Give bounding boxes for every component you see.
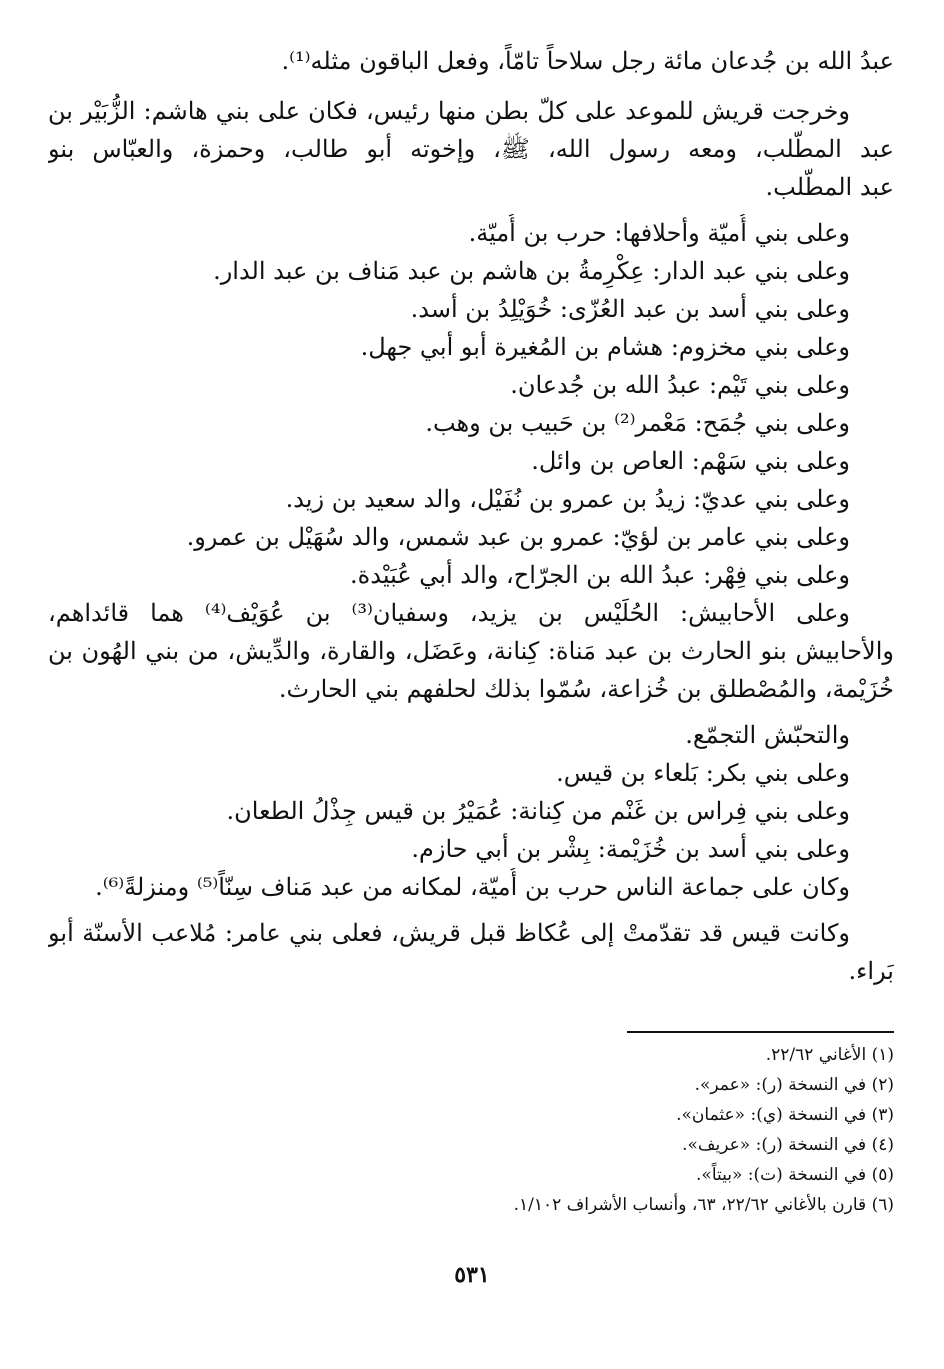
paragraph-ahabish	[48, 594, 894, 708]
opening-line: عبدُ الله بن جُدعان مائة رجل سلاحاً تامّاً، وفعل الباقون مثله⁽¹⁾.	[281, 47, 894, 75]
paragraph-line: والأحابيش بنو الحارث بن عبد مَناة: كِنانة، وعَضَل، والقارة، والدِّيش، من بني الهُون بن	[48, 637, 894, 665]
paragraph-line: بَراء.	[848, 957, 894, 985]
list-item: وعلى بني عامر بن لؤيّ: عمرو بن عبد شمس، والد سُهَيْل بن عمرو.	[186, 523, 850, 551]
list-item: وعلى بني عديّ: زيدُ بن عمرو بن نُفَيْل، والد سعيد بن زيد.	[285, 485, 850, 513]
list-item: وعلى بني تَيْم: عبدُ الله بن جُدعان.	[510, 371, 850, 399]
list-item: وعلى بني عبد الدار: عِكْرِمةُ بن هاشم بن عبد مَناف بن عبد الدار.	[213, 257, 850, 285]
paragraph-leaders-hashim	[48, 92, 894, 206]
footnote: (١) الأغاني ٢٢/٦٢.	[765, 1045, 894, 1065]
paragraph-line: وخرجت قريش للموعد على كلّ بطن منها رئيس، فكان على بني هاشم: الزُّبَيْر بن	[48, 97, 850, 125]
footnote: (٢) في النسخة (ر): «عمر».	[694, 1075, 894, 1095]
list-item: وعلى بني أسد بن خُزَيْمة: بِشْر بن أبي حازم.	[411, 835, 850, 863]
footnote: (٤) في النسخة (ر): «عريف».	[682, 1135, 894, 1155]
list-item: وعلى بني أسد بن عبد العُزّى: خُوَيْلِدُ بن أسد.	[410, 295, 850, 323]
paragraph-line: عبد المطّلب.	[765, 173, 894, 201]
leaders-list-2	[48, 754, 894, 906]
list-item: وعلى بني أُميّة وأحلافها: حرب بن أُميّة.	[468, 219, 850, 247]
paragraph-qays	[48, 914, 894, 990]
paragraph-line: وكانت قيس قد تقدّمتْ إلى عُكاظ قبل قريش، فعلى بني عامر: مُلاعب الأسنّة أبو	[48, 919, 850, 947]
list-item: وعلى بني سَهْم: العاص بن وائل.	[531, 447, 850, 475]
list-item: وكان على جماعة الناس حرب بن أُميّة، لمكانه من عبد مَناف سِنّاً⁽⁵⁾ ومنزلةً⁽⁶⁾.	[95, 873, 850, 901]
list-item: وعلى بني جُمَح: مَعْمر⁽²⁾ بن حَبيب بن وهب.	[425, 409, 850, 437]
definition-line: والتحبّش التجمّع.	[685, 721, 850, 749]
paragraph-line: خُزَيْمة، والمُصْطلق بن خُزاعة، سُمّوا بذلك لحلفهم بني الحارث.	[278, 675, 894, 703]
leaders-list	[48, 214, 894, 594]
paragraph-line: وعلى الأحابيش: الحُلَيْس بن يزيد، وسفيان⁽³⁾ بن عُوَيْف⁽⁴⁾ هما قائداهم،	[48, 599, 850, 627]
list-item: وعلى بني مخزوم: هشام بن المُغيرة أبو أبي جهل.	[360, 333, 850, 361]
footnote: (٥) في النسخة (ت): «بيتاً».	[696, 1165, 894, 1185]
list-item: وعلى بني بكر: بَلعاء بن قيس.	[556, 759, 850, 787]
list-item: وعلى بني فِهْر: عبدُ الله بن الجرّاح، والد أبي عُبَيْدة.	[350, 561, 850, 589]
main-text	[48, 42, 894, 990]
footnote-divider	[627, 1031, 894, 1033]
footnote: (٣) في النسخة (ي): «عثمان».	[676, 1105, 894, 1125]
page-number: ٥٣١	[454, 1262, 490, 1288]
footnote: (٦) قارن بالأغاني ٢٢/٦٢، ٦٣، وأنساب الأشراف ١/١٠٢.	[513, 1195, 894, 1215]
footnotes	[48, 1040, 894, 1220]
list-item: وعلى بني فِراس بن غَنْم من كِنانة: عُمَيْرُ بن قيس جِذْلُ الطعان.	[226, 797, 850, 825]
paragraph-line: عبد المطّلب، ومعه رسول الله، ﷺ، وإخوته أبو طالب، وحمزة، والعبّاس بنو	[48, 135, 894, 163]
